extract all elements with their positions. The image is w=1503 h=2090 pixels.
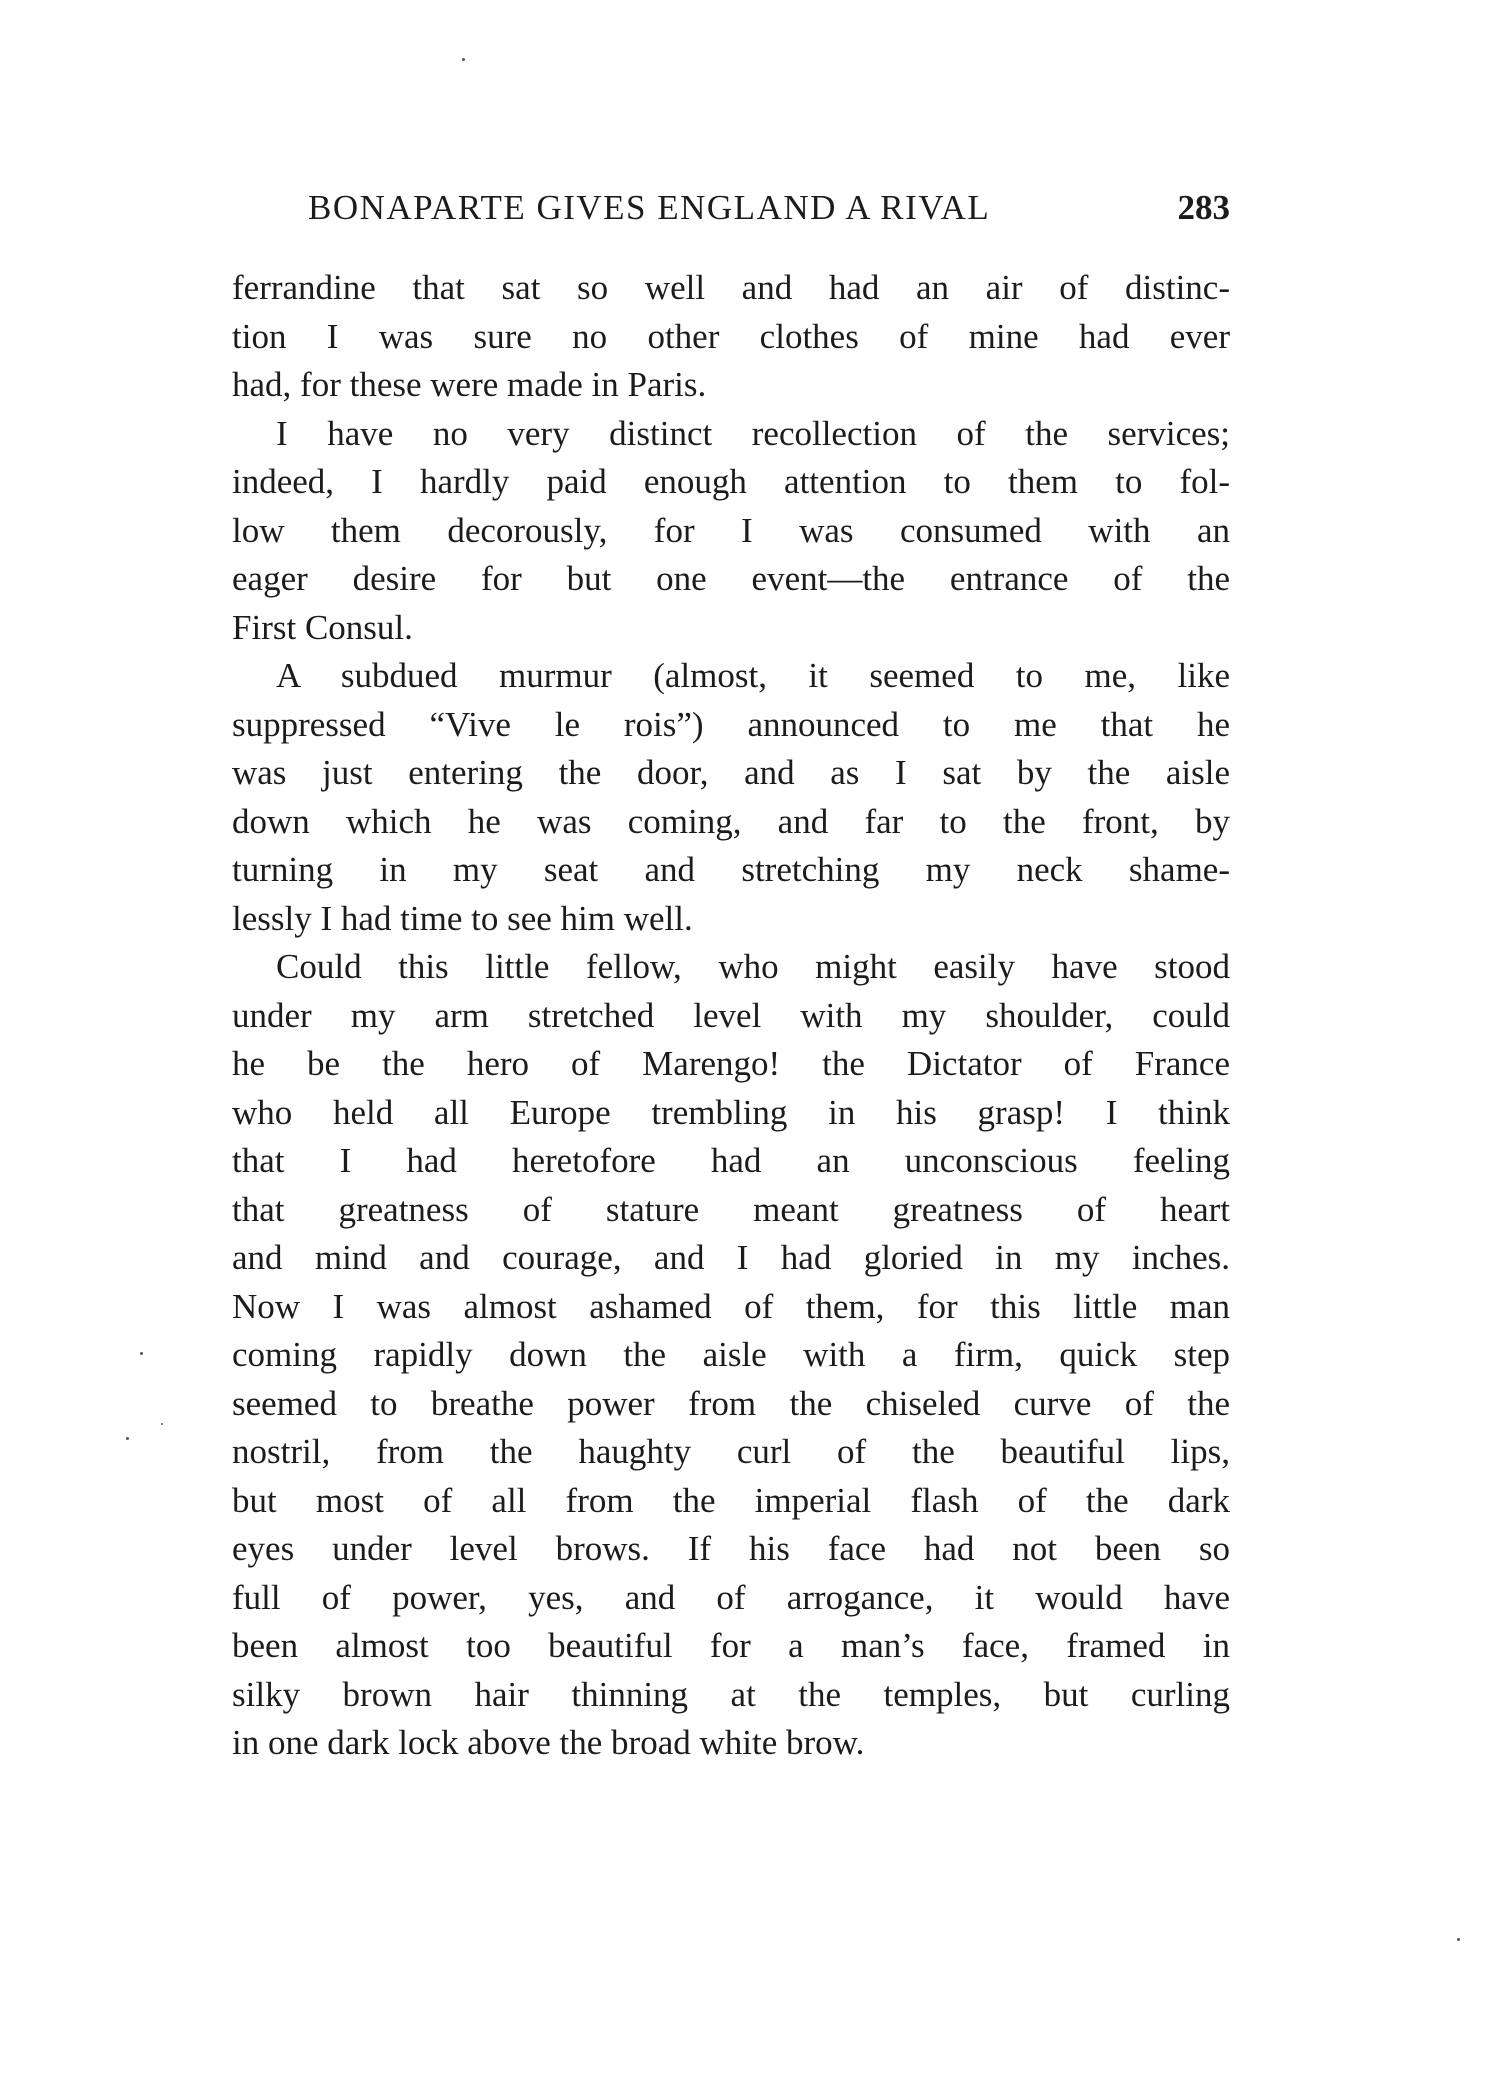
text-line: nostril, from the haughty curl of the beautiful lips, bbox=[232, 1432, 1230, 1471]
page-number: 283 bbox=[1177, 188, 1230, 227]
text-line: he be the hero of Marengo! the Dictator of France bbox=[232, 1044, 1230, 1083]
text-line: ferrandine that sat so well and had an air of distinc- bbox=[232, 268, 1230, 307]
text-line: but most of all from the imperial flash of the dark bbox=[232, 1480, 1230, 1520]
text-line: been almost too beautiful for a man’s face, framed in bbox=[232, 1626, 1230, 1665]
text-line: indeed, I hardly paid enough attention to them to fol- bbox=[232, 462, 1230, 501]
scan-speck bbox=[1457, 1938, 1460, 1941]
paragraph-1 bbox=[232, 264, 1230, 410]
text-line: was just entering the door, and as I sat by the aisle bbox=[232, 753, 1230, 792]
text-line: A subdued murmur (almost, it seemed to me, like bbox=[276, 656, 1230, 695]
paragraph-2 bbox=[232, 410, 1230, 653]
text-line: under my arm stretched level with my shoulder, could bbox=[232, 995, 1230, 1035]
text-line: turning in my seat and stretching my neck shame- bbox=[232, 850, 1230, 889]
text-line: down which he was coming, and far to the front, by bbox=[232, 801, 1230, 841]
text-line: and mind and courage, and I had gloried in my inches. bbox=[232, 1238, 1230, 1277]
text-line: low them decorously, for I was consumed with an bbox=[232, 510, 1230, 550]
running-header bbox=[308, 188, 1230, 244]
text-line: I have no very distinct recollection of the services; bbox=[276, 413, 1230, 453]
text-line: who held all Europe trembling in his grasp! I think bbox=[232, 1092, 1230, 1132]
text-line: eyes under level brows. If his face had not been so bbox=[232, 1529, 1230, 1568]
text-line: First Consul. bbox=[232, 607, 413, 647]
running-title: BONAPARTE GIVES ENGLAND A RIVAL bbox=[308, 188, 991, 227]
text-line: suppressed “Vive le rois”) announced to me that he bbox=[232, 704, 1230, 744]
paragraph-4 bbox=[232, 943, 1230, 1768]
text-line: tion I was sure no other clothes of mine had ever bbox=[232, 316, 1230, 356]
text-line: had, for these were made in Paris. bbox=[232, 365, 707, 404]
text-line: Now I was almost ashamed of them, for this little man bbox=[232, 1286, 1230, 1326]
text-line: lessly I had time to see him well. bbox=[232, 898, 693, 938]
text-line: that I had heretofore had an unconscious feeling bbox=[232, 1141, 1230, 1180]
text-line: that greatness of stature meant greatness of heart bbox=[232, 1189, 1230, 1229]
scan-speck bbox=[161, 1423, 163, 1425]
scan-speck bbox=[462, 58, 465, 61]
text-line: silky brown hair thinning at the temples, but curling bbox=[232, 1674, 1230, 1714]
text-line: Could this little fellow, who might easily have stood bbox=[276, 947, 1230, 986]
text-line: full of power, yes, and of arrogance, it would have bbox=[232, 1577, 1230, 1617]
text-line: in one dark lock above the broad white brow. bbox=[232, 1723, 865, 1762]
text-line: eager desire for but one event—the entrance of the bbox=[232, 559, 1230, 598]
scan-speck bbox=[140, 1352, 143, 1355]
body-text bbox=[232, 264, 1230, 1768]
paragraph-3 bbox=[232, 652, 1230, 943]
text-line: seemed to breathe power from the chiseled curve of the bbox=[232, 1383, 1230, 1423]
scan-speck bbox=[126, 1437, 129, 1440]
text-line: coming rapidly down the aisle with a firm, quick step bbox=[232, 1335, 1230, 1374]
